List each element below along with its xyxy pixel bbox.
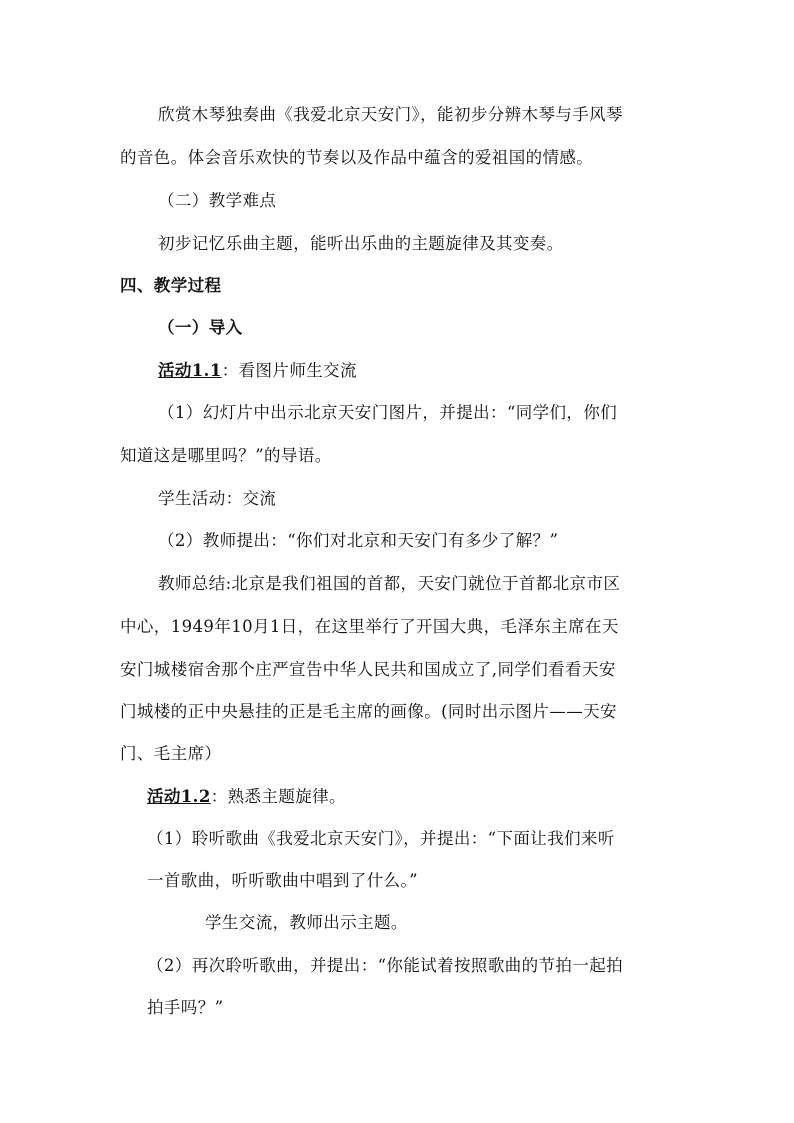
section-heading: （二）教学难点 [158,191,277,210]
paragraph-line: 的音色。体会音乐欢快的节奏以及作品中蕴含的爱祖国的情感。 [120,148,594,167]
paragraph-line: 教师总结:北京是我们祖国的首都，天安门就位于首都北京市区 [158,574,621,593]
paragraph-line: 学生活动：交流 [158,489,277,508]
paragraph-line: 中心，1949年10月1日，在这里举行了开国大典，毛泽东主席在天 [120,617,619,636]
paragraph-line: （2）教师提出：“你们对北京和天安门有多少了解？” [158,531,559,550]
paragraph-line: 拍手吗？” [147,998,224,1017]
activity-text: ：看图片师生交流 [221,361,357,380]
subsection-heading: （一）导入 [158,318,243,337]
paragraph-line: 知道这是哪里吗？”的导语。 [120,446,332,465]
paragraph-line: 门城楼的正中央悬挂的正是毛主席的画像。(同时出示图片——天安 [120,702,617,721]
paragraph-line: 门、毛主席） [120,744,222,763]
activity-label: 活动1.1 [158,361,222,380]
activity-line [147,785,346,809]
section-heading: 四、教学过程 [120,276,222,295]
paragraph-line: 一首歌曲，听听歌曲中唱到了什么。” [147,871,418,890]
paragraph-line: 初步记忆乐曲主题，能听出乐曲的主题旋律及其变奏。 [158,234,564,253]
paragraph-line: 欣赏木琴独奏曲《我爱北京天安门》，能初步分辨木琴与手风琴 [158,105,623,124]
activity-label: 活动1.2 [147,787,211,806]
paragraph-line: 安门城楼宿舍那个庄严宣告中华人民共和国成立了,同学们看看天安 [120,660,616,679]
activity-text: ：熟悉主题旋律。 [210,787,346,806]
paragraph-line: （1）幻灯片中出示北京天安门图片，并提出：“同学们，你们 [158,403,618,422]
paragraph-line: 学生交流，教师出示主题。 [205,913,408,932]
activity-line [158,359,357,383]
paragraph-line: （1）聆听歌曲《我爱北京天安门》，并提出：“下面让我们来听 [147,829,615,848]
paragraph-line: （2）再次聆听歌曲，并提出：“你能试着按照歌曲的节拍一起拍 [147,956,624,975]
